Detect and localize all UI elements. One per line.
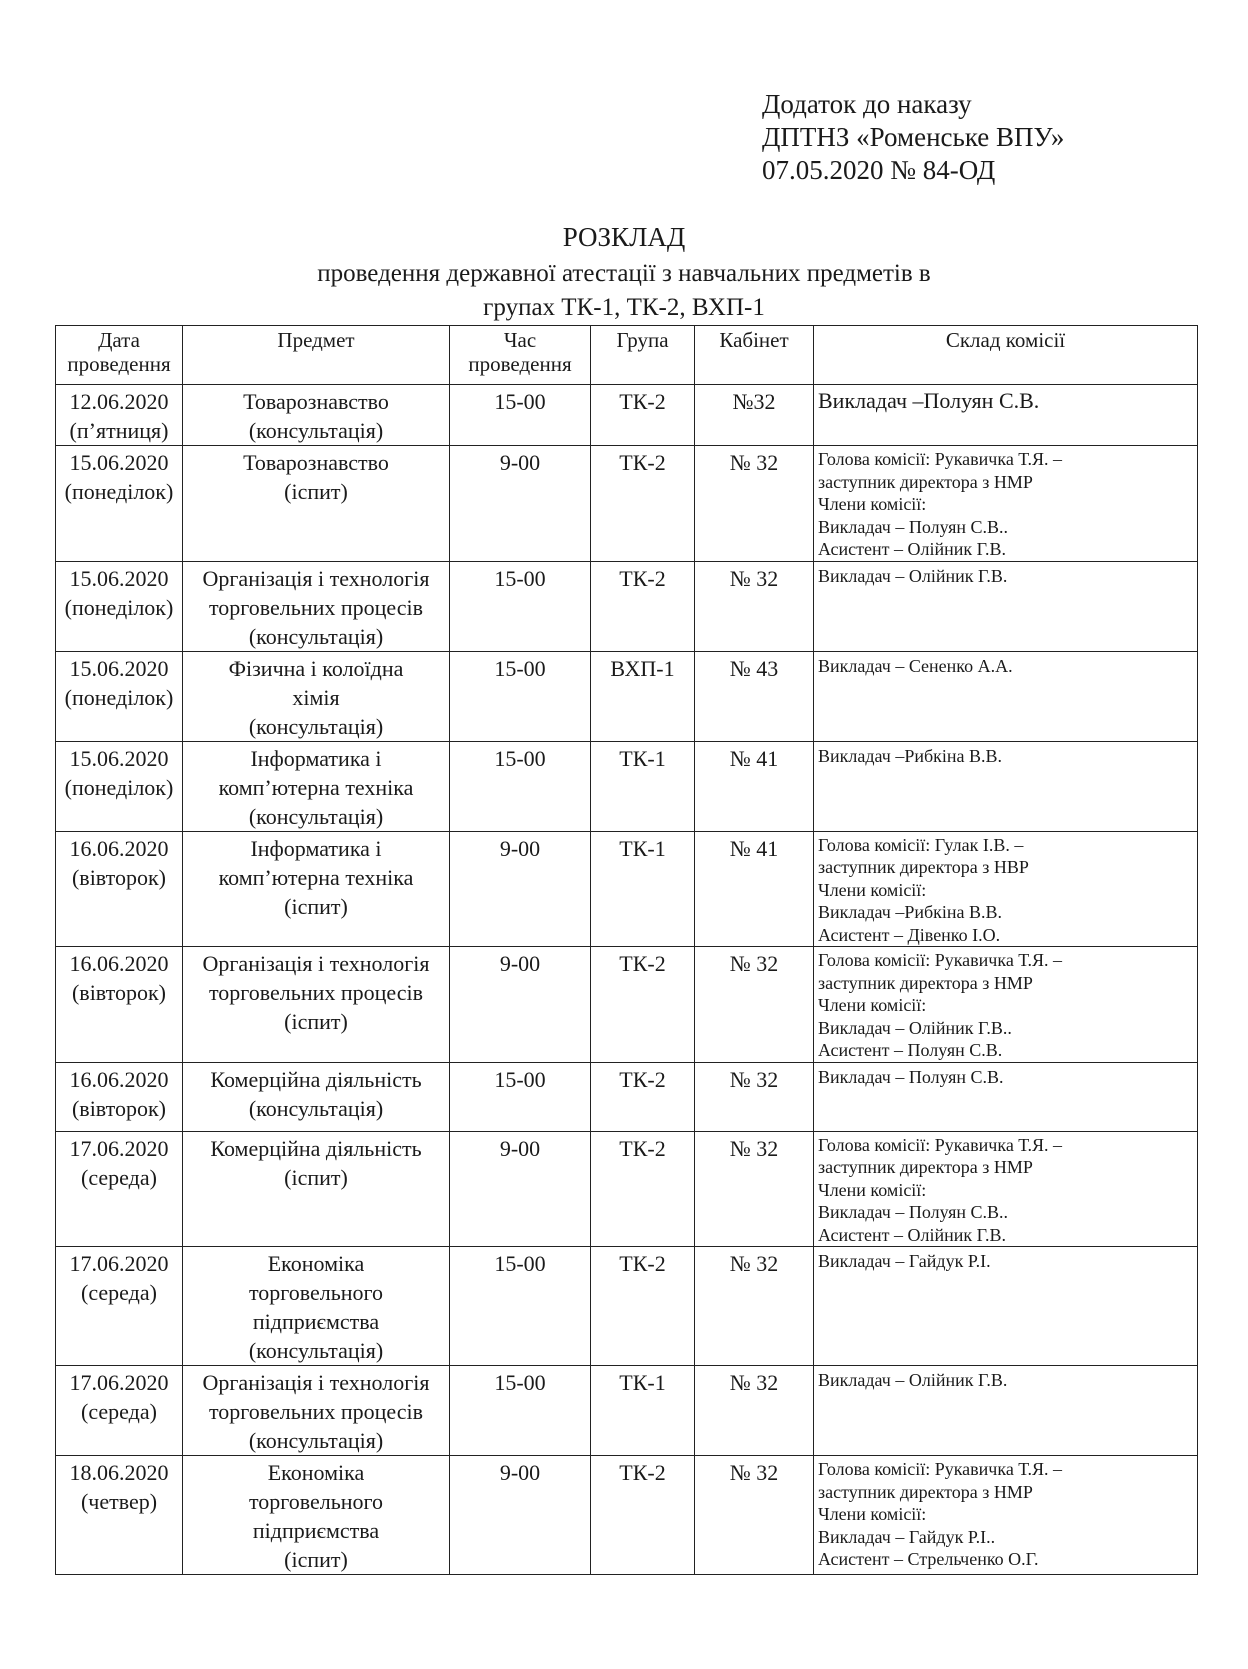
table-row (56, 741, 1198, 831)
room-cell: № 41 (695, 831, 814, 947)
date-value: 16.06.2020 (69, 951, 169, 976)
subject-line: торговельного (248, 1489, 384, 1514)
date-cell (56, 1247, 183, 1366)
subject-line: Фізична і колоїдна (228, 655, 404, 681)
weekday-value: (середа) (81, 1280, 157, 1305)
subject-line: Організація і технологія (202, 1370, 430, 1395)
commission-cell (814, 1247, 1198, 1366)
subject-cell (183, 651, 450, 741)
date-value: 15.06.2020 (69, 655, 169, 681)
table-row (56, 1247, 1198, 1366)
subject-cell (183, 446, 450, 562)
commission-line: Члени комісії: (818, 879, 927, 900)
time-cell: 15-00 (450, 1062, 591, 1131)
subject-line: торговельних процесів (208, 1399, 423, 1424)
commission-line: Члени комісії: (818, 1504, 927, 1524)
commission-cell (814, 651, 1198, 741)
table-row (56, 446, 1198, 562)
room-cell: № 32 (695, 1247, 814, 1366)
commission-line: Асистент – Олійник Г.В. (818, 539, 1007, 559)
date-cell (56, 1366, 183, 1456)
date-cell (56, 385, 183, 446)
room-cell: № 32 (695, 561, 814, 651)
document-subtitle-2: групах ТК-1, ТК-2, ВХП-1 (483, 294, 765, 321)
group-cell: ТК-2 (591, 1456, 695, 1575)
header-commission: Склад комісії (814, 326, 1198, 385)
subject-line: Товарознавство (243, 450, 389, 475)
room-cell: № 32 (695, 1366, 814, 1456)
commission-cell (814, 741, 1198, 831)
room-cell: № 41 (695, 741, 814, 831)
document-subtitle-1: проведення державної атестації з навчальних предметів в (317, 260, 931, 287)
subject-cell (183, 947, 450, 1063)
weekday-value: (п’ятниця) (69, 418, 169, 443)
header-date-line1: Дата (98, 328, 140, 352)
subject-line: (іспит) (284, 1164, 348, 1190)
room-cell: № 32 (695, 1131, 814, 1247)
commission-line: Асистент – Стрельченко О.Г. (818, 1549, 1039, 1569)
time-cell: 15-00 (450, 741, 591, 831)
subject-cell (183, 385, 450, 446)
subject-line: комп’ютерна техніка (218, 774, 414, 800)
table-row (56, 561, 1198, 651)
commission-line: Викладач – Полуян С.В.. (818, 1202, 1009, 1222)
group-cell: ТК-1 (591, 831, 695, 947)
weekday-value: (середа) (81, 1399, 157, 1424)
time-cell: 9-00 (450, 831, 591, 947)
commission-cell (814, 385, 1198, 446)
commission-line: Члени комісії: (818, 494, 927, 514)
commission-cell (814, 446, 1198, 562)
group-cell: ТК-2 (591, 385, 695, 446)
subject-line: (консультація) (248, 1428, 384, 1453)
date-cell (56, 1456, 183, 1575)
subject-line: Товарознавство (243, 389, 389, 414)
time-cell: 9-00 (450, 1456, 591, 1575)
weekday-value: (четвер) (80, 1489, 158, 1514)
commission-line: Голова комісії: Рукавичка Т.Я. – (818, 1459, 1063, 1479)
time-cell: 9-00 (450, 446, 591, 562)
date-cell (56, 741, 183, 831)
group-cell: ТК-2 (591, 561, 695, 651)
subject-line: Економіка (267, 1251, 365, 1276)
commission-line: заступник директора з НВР (818, 857, 1029, 877)
commission-line: Асистент – Полуян С.В. (818, 1040, 1003, 1060)
date-cell (56, 831, 183, 947)
subject-line: (консультація) (248, 1338, 384, 1363)
commission-line: Голова комісії: Рукавичка Т.Я. – (818, 449, 1063, 469)
subject-line: Організація і технологія (202, 951, 430, 976)
table-row (56, 1456, 1198, 1575)
time-cell: 15-00 (450, 651, 591, 741)
commission-line: заступник директора з НМР (818, 1481, 1033, 1502)
commission-line: Викладач – Полуян С.В.. (818, 516, 1009, 537)
commission-line: Члени комісії: (818, 1179, 927, 1200)
commission-line: Члени комісії: (818, 995, 927, 1015)
date-value: 16.06.2020 (69, 1066, 169, 1092)
table-body (56, 385, 1198, 1575)
table-header-row (56, 326, 1198, 385)
subject-cell (183, 1247, 450, 1366)
subject-cell (183, 1131, 450, 1247)
table-row (56, 1131, 1198, 1247)
date-value: 17.06.2020 (69, 1370, 169, 1395)
date-value: 15.06.2020 (69, 565, 169, 591)
header-time-line2: проведення (468, 352, 572, 376)
subject-cell (183, 1456, 450, 1575)
subject-line: підприємства (252, 1518, 380, 1543)
commission-line: заступник директора з НМР (818, 1157, 1033, 1177)
commission-line: Викладач – Гайдук Р.І.. (818, 1526, 996, 1547)
room-cell: № 43 (695, 651, 814, 741)
table-row (56, 831, 1198, 947)
weekday-value: (вівторок) (71, 1095, 166, 1121)
subject-line: (іспит) (284, 1547, 348, 1572)
group-cell: ТК-1 (591, 1366, 695, 1456)
appendix-line-1: Додаток до наказу (762, 89, 972, 119)
weekday-value: (середа) (81, 1164, 157, 1190)
subject-cell (183, 1062, 450, 1131)
commission-line: Асистент – Олійник Г.В. (818, 1224, 1007, 1245)
subject-line: (консультація) (248, 1095, 384, 1121)
table-row (56, 385, 1198, 446)
commission-cell (814, 1456, 1198, 1575)
commission-line: Викладач –Рибкіна В.В. (818, 902, 1003, 922)
weekday-value: (понеділок) (64, 479, 174, 504)
time-cell: 15-00 (450, 561, 591, 651)
group-cell: ТК-2 (591, 947, 695, 1063)
group-cell: ВХП-1 (591, 651, 695, 741)
commission-line: Викладач – Олійник Г.В. (818, 1370, 1008, 1390)
group-cell: ТК-2 (591, 1131, 695, 1247)
subject-cell (183, 831, 450, 947)
room-cell: №32 (695, 385, 814, 446)
room-cell: № 32 (695, 947, 814, 1063)
date-value: 15.06.2020 (69, 450, 169, 475)
table-row (56, 1062, 1198, 1131)
subject-line: комп’ютерна техніка (218, 864, 414, 890)
date-value: 18.06.2020 (69, 1460, 169, 1485)
header-time-line1: Час (503, 328, 537, 352)
commission-cell (814, 947, 1198, 1063)
subject-line: (іспит) (284, 1009, 348, 1034)
commission-line: Голова комісії: Рукавичка Т.Я. – (818, 950, 1063, 970)
subject-line: торговельного (248, 1280, 384, 1305)
header-room: Кабінет (695, 326, 814, 385)
commission-line: заступник директора з НМР (818, 972, 1033, 993)
time-cell: 15-00 (450, 385, 591, 446)
time-cell: 15-00 (450, 1247, 591, 1366)
subject-line: (консультація) (248, 623, 384, 649)
header-subject: Предмет (183, 326, 450, 385)
commission-line: Викладач – Гайдук Р.І. (818, 1251, 991, 1271)
subject-line: торговельних процесів (208, 594, 423, 620)
schedule-table (55, 325, 1198, 1575)
header-date (56, 326, 183, 385)
subject-line: (консультація) (248, 418, 384, 443)
group-cell: ТК-1 (591, 741, 695, 831)
commission-line: Викладач – Сененко А.А. (818, 655, 1013, 676)
subject-line: (консультація) (248, 713, 384, 739)
weekday-value: (понеділок) (64, 594, 174, 620)
weekday-value: (вівторок) (71, 980, 166, 1005)
date-value: 17.06.2020 (69, 1251, 169, 1276)
time-cell: 15-00 (450, 1366, 591, 1456)
table-row (56, 651, 1198, 741)
date-cell (56, 947, 183, 1063)
commission-cell (814, 831, 1198, 947)
room-cell: № 32 (695, 1062, 814, 1131)
group-cell: ТК-2 (591, 1247, 695, 1366)
date-cell (56, 1131, 183, 1247)
date-cell (56, 446, 183, 562)
subject-line: підприємства (252, 1309, 380, 1334)
commission-cell (814, 561, 1198, 651)
date-value: 15.06.2020 (69, 745, 169, 771)
time-cell: 9-00 (450, 1131, 591, 1247)
time-cell: 9-00 (450, 947, 591, 1063)
weekday-value: (вівторок) (71, 864, 166, 890)
subject-cell (183, 1366, 450, 1456)
commission-cell (814, 1366, 1198, 1456)
document-title: РОЗКЛАД (562, 222, 686, 252)
commission-line: Викладач –Полуян С.В. (818, 388, 1040, 413)
table-row (56, 1366, 1198, 1456)
subject-line: Економіка (267, 1460, 365, 1485)
commission-line: Асистент – Дівенко І.О. (818, 924, 1001, 945)
commission-line: Викладач –Рибкіна В.В. (818, 745, 1003, 766)
date-cell (56, 561, 183, 651)
subject-line: Інформатика і (250, 835, 382, 861)
subject-line: (іспит) (284, 479, 348, 504)
subject-line: Інформатика і (250, 745, 382, 771)
appendix-header (762, 88, 1064, 187)
subject-line: Комерційна діяльність (210, 1135, 422, 1161)
subject-line: хімія (292, 684, 340, 710)
subject-line: (консультація) (248, 803, 384, 829)
commission-line: заступник директора з НМР (818, 471, 1033, 492)
group-cell: ТК-2 (591, 446, 695, 562)
subject-line: Комерційна діяльність (210, 1066, 422, 1092)
subject-line: Організація і технологія (202, 565, 430, 591)
date-cell (56, 651, 183, 741)
subject-cell (183, 741, 450, 831)
header-time (450, 326, 591, 385)
subject-cell (183, 561, 450, 651)
group-cell: ТК-2 (591, 1062, 695, 1131)
subject-line: (іспит) (284, 893, 348, 919)
date-value: 16.06.2020 (69, 835, 169, 861)
weekday-value: (понеділок) (64, 684, 174, 710)
room-cell: № 32 (695, 446, 814, 562)
appendix-line-3: 07.05.2020 № 84-ОД (762, 155, 996, 185)
commission-cell (814, 1131, 1198, 1247)
commission-cell (814, 1062, 1198, 1131)
room-cell: № 32 (695, 1456, 814, 1575)
weekday-value: (понеділок) (64, 774, 174, 800)
date-cell (56, 1062, 183, 1131)
commission-line: Голова комісії: Рукавичка Т.Я. – (818, 1134, 1063, 1155)
commission-line: Викладач – Олійник Г.В. (818, 565, 1008, 586)
commission-line: Викладач – Олійник Г.В.. (818, 1017, 1012, 1038)
header-date-line2: проведення (67, 352, 171, 376)
commission-line: Голова комісії: Гулак І.В. – (818, 834, 1024, 855)
date-value: 12.06.2020 (69, 389, 169, 414)
commission-line: Викладач – Полуян С.В. (818, 1066, 1004, 1087)
appendix-line-2: ДПТНЗ «Роменське ВПУ» (762, 122, 1065, 152)
header-group: Група (591, 326, 695, 385)
date-value: 17.06.2020 (69, 1135, 169, 1161)
subject-line: торговельних процесів (208, 980, 423, 1005)
table-row (56, 947, 1198, 1063)
